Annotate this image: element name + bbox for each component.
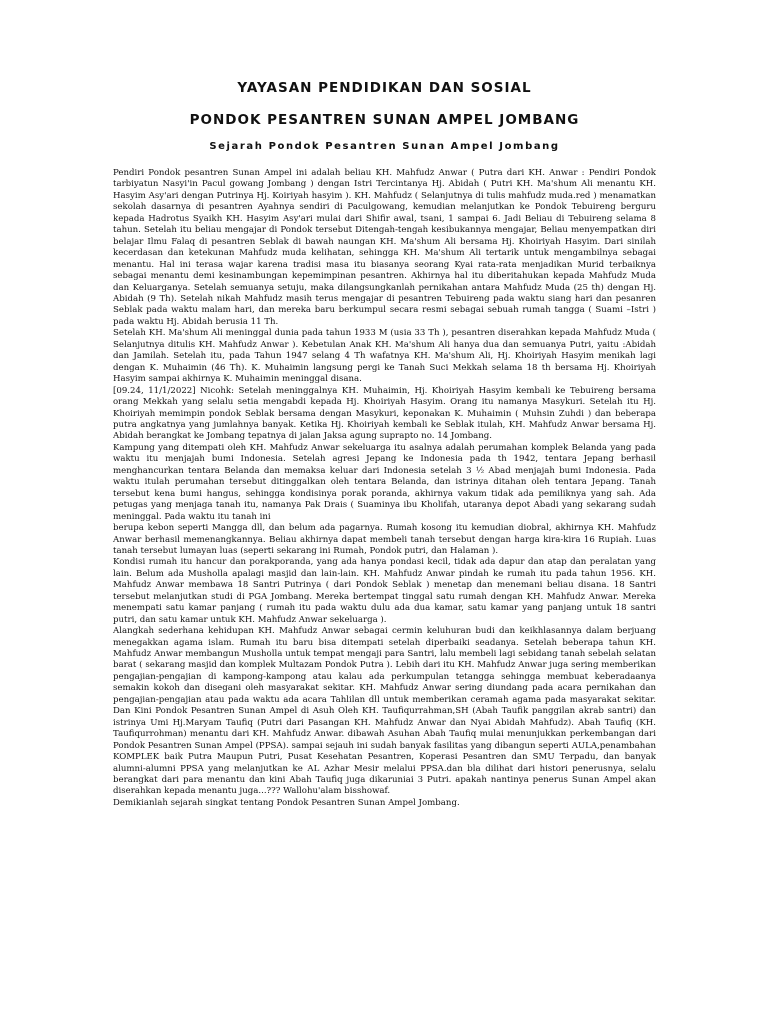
paragraph: Setelah KH. Ma'shum Ali meninggal dunia pada tahun 1933 M (usia 33 Th ), pesantren diserahkan kepada Mahfudz Muda ( Selanjutnya ditulis KH. Mahfudz Anwar ). Kebetulan Anak KH. Ma'shum Ali hanya dua dan semuanya Putri, yaitu :Abidah dan Jamilah. Setelah itu, pada Tahun 1947 selang 4 Th wafatnya KH. Ma'shum Ali, Hj. Khoiriyah Hasyim menikah lagi dengan K. Muhaimin (46 Th). K. Muhaimin langsung pergi ke Tanah Suci Mekkah selama 18 th bersama Hj. Khoiriyah Hasyim sampai akhirnya K. Muhaimin meninggal disana. — [113, 328, 656, 385]
title-foundation: YAYASAN PENDIDIKAN DAN SOSIAL — [237, 80, 532, 96]
document-body — [113, 168, 656, 809]
paragraph: Demikianlah sejarah singkat tentang Pondok Pesantren Sunan Ampel Jombang. — [113, 797, 460, 808]
paragraph: Kondisi rumah itu hancur dan porakporanda, yang ada hanya pondasi kecil, tidak ada dapur dan atap dan peralatan yang lain. Belum ada Musholla apalagi masjid dan lain-lain. KH. Mahfudz Anwar pindah ke rumah itu pada tahun 1956. KH. Mahfudz Anwar membawa 18 Santri Putrinya ( dari Pondok Seblak ) menetap dan menemani beliau disana. 18 Santri tersebut melanjutkan studi di PGA Jombang. Mereka bertempat tinggal satu rumah dengan KH. Mahfudz Anwar. Mereka menempati satu kamar panjang ( rumah itu pada waktu dulu ada dua kamar, satu kamar yang panjang untuk 18 santri putri, dan satu kamar untuk KH. Mahfudz Anwar sekeluarga ). — [113, 557, 656, 625]
document-page — [113, 76, 656, 809]
title-pesantren: PONDOK PESANTREN SUNAN AMPEL JOMBANG — [189, 112, 580, 128]
paragraph: Alangkah sederhana kehidupan KH. Mahfudz Anwar sebagai cermin keluhuran budi dan keikhlasannya dalam berjuang menegakkan agama islam. Rumah itu baru bisa ditempati setelah diperbaiki seadanya. Setelah beberapa tahun KH. Mahfudz Anwar membangun Musholla untuk tempat mengaji para Santri, lalu membeli lagi sebidang tanah sebelah selatan barat ( sekarang masjid dan komplek Multazam Pondok Putra ). Lebih dari itu KH. Mahfudz Anwar juga sering memberikan pengajian-pengajian di kampong-kampong atau kalau ada perkumpulan tetangga sehingga membuat keberadaanya semakin kokoh dan disegani oleh masyarakat sekitar. KH. Mahfudz Anwar sering diundang pada acara pernikahan dan pengajian-pengajian atau pada waktu ada acara Tahlilan dll untuk memberikan ceramah agama pada masyarakat sekitar. Dan Kini Pondok Pesantren Sunan Ampel di Asuh Oleh KH. Taufiqurrahman,SH (Abah Taufik panggilan akrab santri) dan istrinya Umi Hj.Maryam Taufiq (Putri dari Pasangan KH. Mahfudz Anwar dan Nyai Abidah Mahfudz). Abah Taufiq (KH. Taufiqurrohman) menantu dari KH. Mahfudz Anwar. dibawah Asuhan Abah Taufiq mulai menunjukkan perkembangan dari Pondok Pesantren Sunan Ampel (PPSA). sampai sejauh ini sudah banyak fasilitas yang dibangun seperti AULA,penambahan KOMPLEK baik Putra Maupun Putri, Pusat Kesehatan Pesantren, Koperasi Pesantren dan SMU Terpadu, dan banyak alumni-alumni PPSA yang melanjutkan ke AL Azhar Mesir melalui PPSA.dan bla dilihat dari histori penerusnya, selalu berangkat dari para menantu dan kini Abah Taufiq juga dikaruniai 3 Putri. apakah nantinya penerus Sunan Ampel akan diserahkan kepada menantu juga...??? Wallohu'alam bisshowaf. — [113, 626, 656, 797]
paragraph: Kampung yang ditempati oleh KH. Mahfudz Anwar sekeluarga itu asalnya adalah perumahan komplek Belanda yang pada waktu itu menjajah bumi Indonesia. Setelah agresi Jepang ke Indonesia pada th 1942, tentara Jepang berhasil menghancurkan tentara Belanda dan memaksa keluar dari Indonesia setelah 3 ½ Abad menjajah bumi Indonesia. Pada waktu itulah perumahan tersebut ditinggalkan oleh tentara Belanda, dan istrinya ditahan oleh tentara Jepang. Tanah tersebut kena bumi hangus, sehingga kondisinya porak poranda, akhirnya vakum tidak ada pemiliknya yang sah. Ada petugas yang menjaga tanah itu, namanya Pak Drais ( Suaminya ibu Kholifah, utaranya depot Abadi yang sekarang sudah meninggal. Pada waktu itu tanah ini — [113, 442, 656, 522]
paragraph: [09.24, 11/1/2022] Nicohk: Setelah meninggalnya KH. Muhaimin, Hj. Khoiriyah Hasyim kembali ke Tebuireng bersama orang Mekkah yang selalu setia mengabdi kepada Hj. Khoiriyah Hasyim. Orang itu namanya Masykuri. Setelah itu Hj. Khoiriyah memimpin pondok Seblak bersama dengan Masykuri, keponakan K. Muhaimin ( Muhsin Zuhdi ) dan beberapa putra angkatnya yang jumlahnya banyak. Ketika Hj. Khoiriyah kembali ke Seblak itulah, KH. Mahfudz Anwar bersama Hj. Abidah berangkat ke Jombang tepatnya di jalan Jaksa agung suprapto no. 14 Jombang. — [113, 385, 656, 442]
paragraph: Pendiri Pondok pesantren Sunan Ampel ini adalah beliau KH. Mahfudz Anwar ( Putra dari KH. Anwar : Pendiri Pondok tarbiyatun Nasyi'in Pacul gowang Jombang ) dengan Istri Tercintanya Hj. Abidah ( Putri KH. Ma'shum Ali menantu KH. Hasyim Asy'ari dengan Putrinya Hj. Koiriyah hasyim ). KH. Mahfudz ( Selanjutnya di tulis mahfudz muda.red ) menamatkan sekolah dasarnya di pesantren Ayahnya sendiri di Paculgowang, kemudian melanjutkan ke Pondok Tebuireng berguru kepada Hadrotus Syaikh KH. Hasyim Asy'ari mulai dari Shifir awal, tsani, 1 sampai 6. Jadi Beliau di Tebuireng selama 8 tahun. Setelah itu beliau mengajar di Pondok tersebut Ditengah-tengah kesibukannya mengajar, Beliau menyempatkan diri belajar Ilmu Falaq di pesantren Seblak di bawah naungan KH. Ma'shum Ali bersama Hj. Khoiriyah Hasyim. Dari sinilah kecerdasan dan ketekunan Mahfudz muda kelihatan, sehingga KH. Ma'shum Ali tertarik untuk mengambilnya sebagai menantu. Hal ini terasa wajar karena tradisi masa itu biasanya seorang Kyai rata-rata menjadikan Murid terbaiknya sebagai menantu demi kesinambungan kepemimpinan pesantren. Akhirnya hal itu diberitahukan kepada Mahfudz Muda dan Keluarganya. Setelah semuanya setuju, maka dilangsungkanlah pernikahan antara Mahfudz Muda (25 th) dengan Hj. Abidah (9 Th). Setelah nikah Mahfudz masih terus mengajar di pesantren Tebuireng pada waktu siang hari dan pesanren Seblak pada waktu malam hari, dan mereka baru berkumpul secara resmi sebagai sebuah rumah tangga ( Suami –Istri ) pada waktu Hj. Abidah berusia 11 Th. — [113, 168, 656, 327]
paragraph: berupa kebon seperti Mangga dll, dan belum ada pagarnya. Rumah kosong itu kemudian diobral, akhirnya KH. Mahfudz Anwar berhasil memenangkannya. Beliau akhirnya dapat membeli tanah tersebut dengan harga kira-kira 16 Rupiah. Luas tanah tersebut lumayan luas (seperti sekarang ini Rumah, Pondok putri, dan Halaman ). — [113, 523, 656, 556]
subtitle-history: Sejarah Pondok Pesantren Sunan Ampel Jombang — [209, 141, 560, 152]
